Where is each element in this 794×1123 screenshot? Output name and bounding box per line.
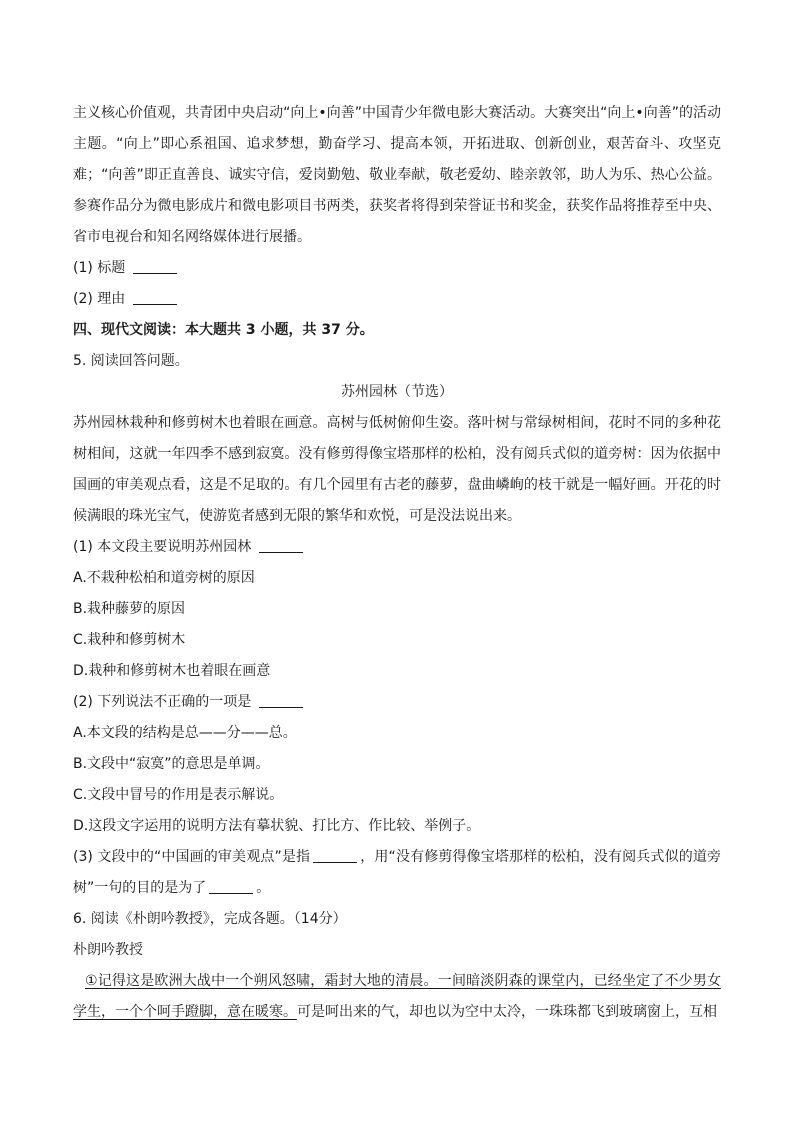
- option-b: B.栽种藤萝的原因: [73, 601, 186, 617]
- q5-sub3-part3: 。: [256, 880, 271, 896]
- q4-item-reason: [73, 284, 721, 315]
- q5-sub3-part2: ，用“没有修剪得像宝塔那样的松柏，没有阅兵式似的道旁树”一句的目的是为了: [73, 849, 721, 896]
- q5-sub3: [73, 842, 721, 904]
- q5-sub3-part1: (3) 文段中的“中国画的审美观点”是指: [73, 849, 311, 865]
- q5-passage: 苏州园林栽种和修剪树木也着眼在画意。高树与低树俯仰生姿。落叶树与常绿树相间，花时不同的多种花树相间，这就一年四季不感到寂寞。没有修剪得像宝塔那样的松柏，没有阅兵式似的道旁树：因为依据中国画的审美观点看，这是不足取的。有几个园里有古老的藤萝，盘曲嶙峋的枝干就是一幅好画。开花的时候满眼的珠光宝气，使游览者感到无限的繁华和欢悦，可是没法说出来。: [73, 415, 721, 524]
- answer-blank[interactable]: [209, 879, 253, 894]
- option-c: C.栽种和修剪树木: [73, 632, 186, 648]
- section-heading: 四、现代文阅读：本大题共 3 小题，共 37 分。: [73, 322, 374, 338]
- option-d: D.栽种和修剪树木也着眼在画意: [73, 663, 271, 679]
- q6-passage-title: 朴朗吟教授: [73, 942, 143, 958]
- q5-sub2-stem-text: (2) 下列说法不正确的一项是: [73, 694, 252, 710]
- answer-blank[interactable]: [259, 538, 303, 553]
- option-c: C.文段中冒号的作用是表示解说。: [73, 787, 284, 803]
- q6-paragraph-1: [73, 966, 721, 1028]
- q6-paragraph-1-rest: 可是呵出来的气，却也以为空中太冷，一珠珠都飞到玻璃窗上，互相: [297, 1004, 717, 1020]
- option-b: B.文段中“寂寞”的意思是单调。: [73, 756, 270, 772]
- option-d: D.这段文字运用的说明方法有摹状貌、打比方、作比较、举例子。: [73, 818, 481, 834]
- document-page: [73, 98, 721, 1028]
- answer-blank[interactable]: [133, 290, 177, 305]
- q4-item-title: [73, 253, 721, 284]
- q4-item-title-label: (1) 标题: [73, 260, 126, 276]
- q5-sub2-stem: [73, 687, 721, 718]
- passage-intro: 主义核心价值观，共青团中央启动“向上•向善”中国青少年微电影大赛活动。大赛突出“向上•向善”的活动主题。“向上”即心系祖国、追求梦想，勤奋学习、提高本领，开拓进取、创新创业，艰苦奋斗、攻坚克难；“向善”即正直善良、诚实守信，爱岗勤勉、敬业奉献，敬老爱幼、睦亲敦邻，助人为乐、热心公益。参赛作品分为微电影成片和微电影项目书两类，获奖者将得到荣誉证书和奖金，获奖作品将推荐至中央、省市电视台和知名网络媒体进行展播。: [73, 105, 721, 245]
- answer-blank[interactable]: [133, 259, 177, 274]
- q5-sub1-stem-text: (1) 本文段主要说明苏州园林: [73, 539, 252, 555]
- option-a: A.不栽种松柏和道旁树的原因: [73, 570, 255, 586]
- option-a: A.本文段的结构是总——分——总。: [73, 725, 297, 741]
- q6-stem: 6. 阅读《朴朗吟教授》，完成各题。（14分）: [73, 911, 347, 927]
- q5-passage-title: 苏州园林（节选）: [341, 384, 453, 400]
- answer-blank[interactable]: [313, 848, 357, 863]
- q5-stem: 5. 阅读回答问题。: [73, 353, 189, 369]
- answer-blank[interactable]: [259, 693, 303, 708]
- q5-sub1-stem: [73, 532, 721, 563]
- q4-item-reason-label: (2) 理由: [73, 291, 126, 307]
- q6-underlined-sentence: ①记得这是欧洲大战中一个朔风怒啸，霜封大地的清晨。一间暗淡阴森的课堂内，已经坐定了不少男女学生，一个个呵手蹬脚，意在暖寒。: [73, 973, 721, 1020]
